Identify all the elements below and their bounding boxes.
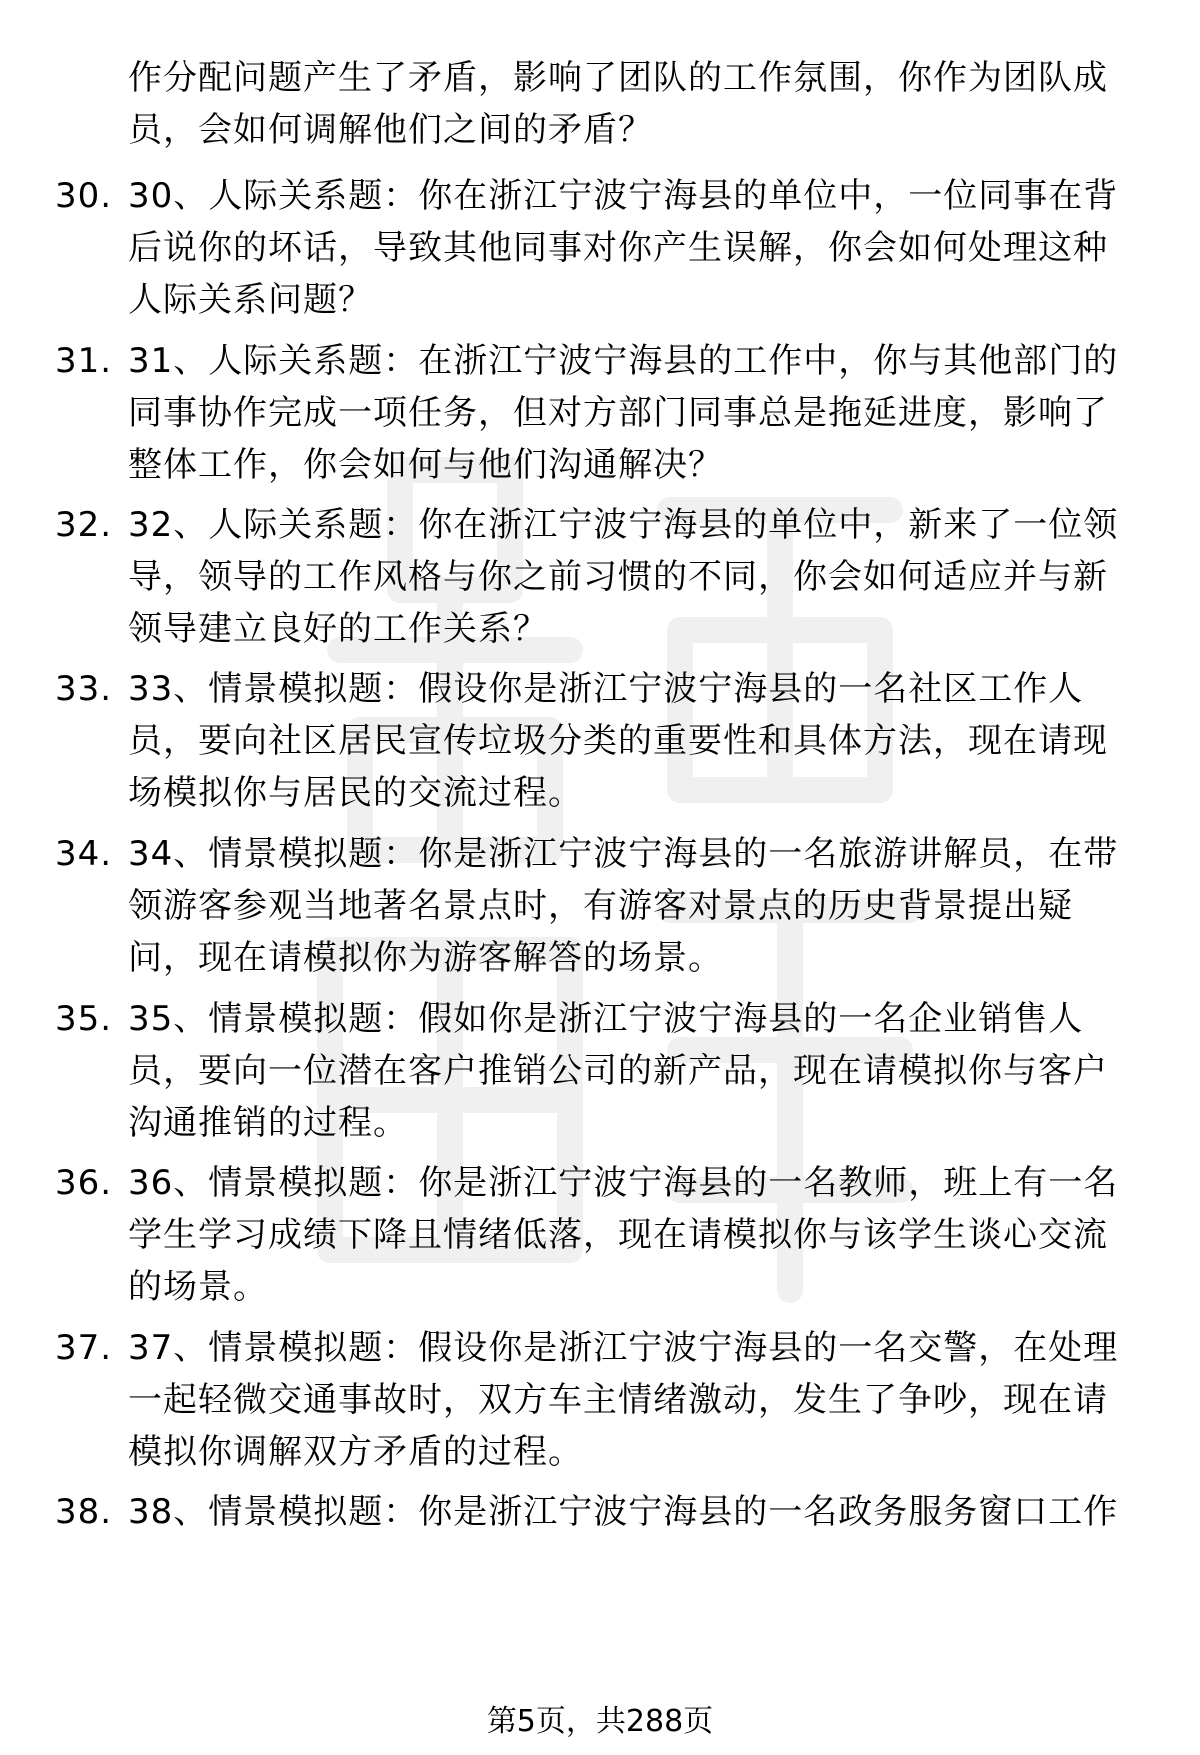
item-line: 作分配问题产生了矛盾，影响了团队的工作氛围，你作为团队成 (128, 58, 1108, 98)
item-line: 30、人际关系题：你在浙江宁波宁海县的单位中，一位同事在背 (128, 176, 1119, 216)
item-line: 员，要向社区居民宣传垃圾分类的重要性和具体方法，现在请现 (128, 721, 1108, 761)
item-number: 30. (55, 176, 113, 216)
item-line: 沟通推销的过程。 (128, 1103, 408, 1143)
item-number: 35. (55, 999, 113, 1039)
item-text (128, 52, 1148, 156)
item-number: 37. (55, 1328, 113, 1368)
item-number: 34. (55, 834, 113, 874)
item-line: 35、情景模拟题：假如你是浙江宁波宁海县的一名企业销售人 (128, 999, 1084, 1039)
item-text (128, 663, 1148, 819)
item-line: 31、人际关系题：在浙江宁波宁海县的工作中，你与其他部门的 (128, 341, 1119, 381)
item-line: 33、情景模拟题：假设你是浙江宁波宁海县的一名社区工作人 (128, 669, 1084, 709)
item-text (128, 993, 1148, 1149)
item-line: 领导建立良好的工作关系？ (128, 609, 548, 649)
item-number: 31. (55, 341, 113, 381)
item-text (128, 499, 1148, 655)
item-line: 员，要向一位潜在客户推销公司的新产品，现在请模拟你与客户 (128, 1051, 1108, 1091)
item-line: 的场景。 (128, 1267, 268, 1307)
item-number: 36. (55, 1163, 113, 1203)
item-line: 36、情景模拟题：你是浙江宁波宁海县的一名教师，班上有一名 (128, 1163, 1119, 1203)
item-text (128, 335, 1148, 491)
item-line: 整体工作，你会如何与他们沟通解决？ (128, 445, 723, 485)
item-number: 32. (55, 505, 113, 545)
item-line: 领游客参观当地著名景点时，有游客对景点的历史背景提出疑 (128, 886, 1073, 926)
page-footer: 第5页，共288页 (486, 1704, 714, 1739)
item-line: 34、情景模拟题：你是浙江宁波宁海县的一名旅游讲解员，在带 (128, 834, 1119, 874)
item-line: 人际关系问题？ (128, 280, 373, 320)
item-line: 学生学习成绩下降且情绪低落，现在请模拟你与该学生谈心交流 (128, 1215, 1108, 1255)
item-text (128, 1322, 1148, 1478)
item-line: 模拟你调解双方矛盾的过程。 (128, 1432, 583, 1472)
item-text (128, 1157, 1148, 1313)
item-line: 场模拟你与居民的交流过程。 (128, 773, 583, 813)
item-line: 导，领导的工作风格与你之前习惯的不同，你会如何适应并与新 (128, 557, 1108, 597)
item-number: 38. (55, 1492, 113, 1532)
item-line: 后说你的坏话，导致其他同事对你产生误解，你会如何处理这种 (128, 228, 1108, 268)
item-line: 问，现在请模拟你为游客解答的场景。 (128, 938, 723, 978)
item-text (128, 1486, 1148, 1538)
item-line: 37、情景模拟题：假设你是浙江宁波宁海县的一名交警，在处理 (128, 1328, 1119, 1368)
item-text (128, 170, 1148, 326)
item-line: 32、人际关系题：你在浙江宁波宁海县的单位中，新来了一位领 (128, 505, 1119, 545)
item-line: 38、情景模拟题：你是浙江宁波宁海县的一名政务服务窗口工作 (128, 1492, 1119, 1532)
item-line: 同事协作完成一项任务，但对方部门同事总是拖延进度，影响了 (128, 393, 1108, 433)
item-text (128, 828, 1148, 984)
item-line: 员，会如何调解他们之间的矛盾？ (128, 110, 653, 150)
item-number: 33. (55, 669, 113, 709)
item-line: 一起轻微交通事故时，双方车主情绪激动，发生了争吵，现在请 (128, 1380, 1108, 1420)
